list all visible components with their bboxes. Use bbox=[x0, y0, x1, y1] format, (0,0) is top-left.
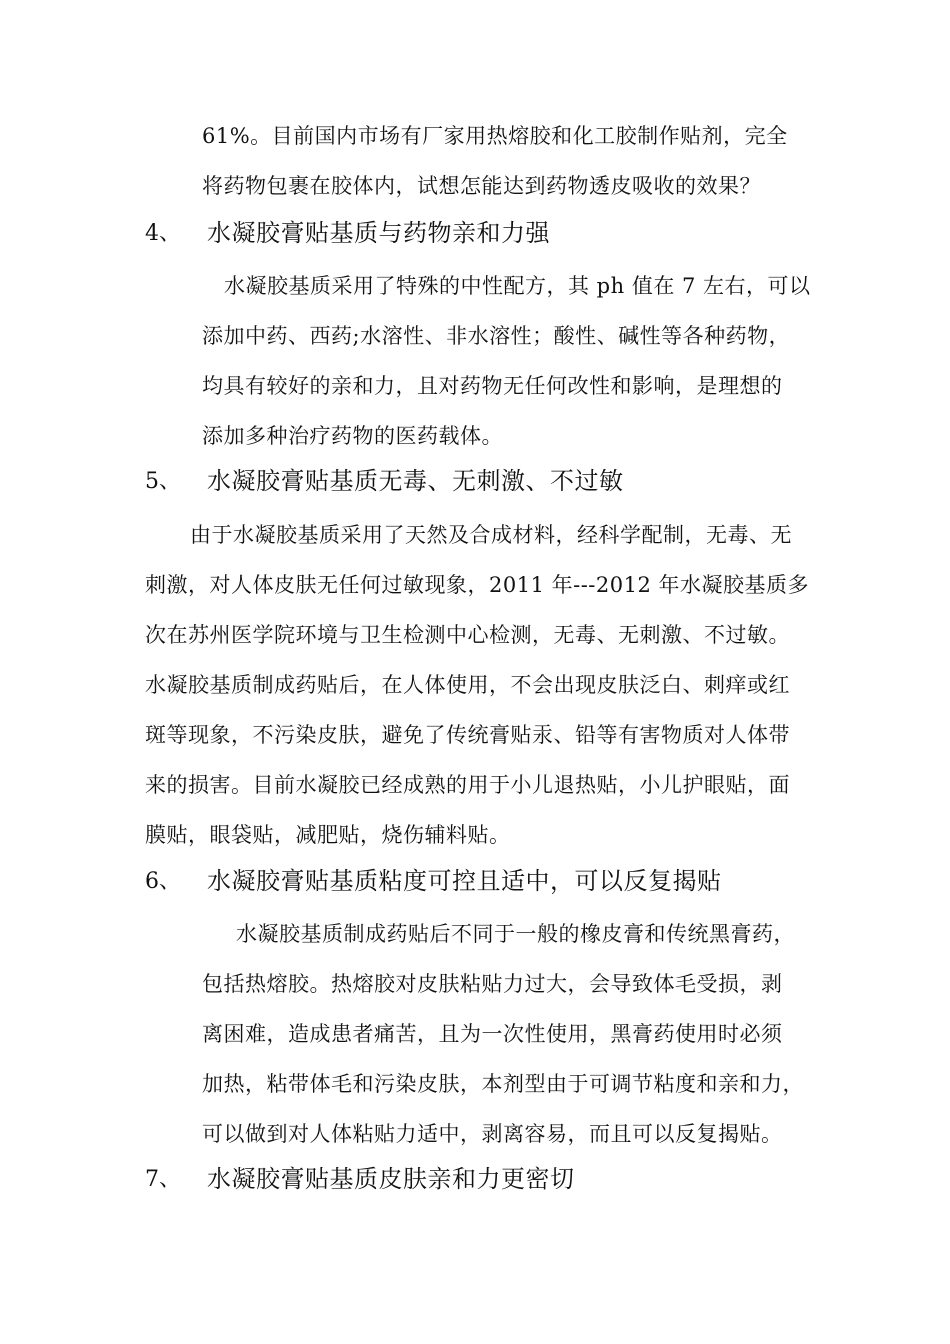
section-number: 7、 bbox=[145, 1167, 181, 1192]
paragraph-line: 水凝胶基质制成药贴后，在人体使用，不会出现皮肤泛白、刺痒或红 bbox=[145, 673, 790, 697]
paragraph-line: 来的损害。目前水凝胶已经成熟的用于小儿退热贴，小儿护眼贴，面 bbox=[145, 773, 790, 797]
paragraph-line: 次在苏州医学院环境与卫生检测中心检测，无毒、无刺激、不过敏。 bbox=[145, 623, 790, 647]
section-number: 4、 bbox=[145, 221, 181, 246]
paragraph-line: 包括热熔胶。热熔胶对皮肤粘贴力过大，会导致体毛受损，剥 bbox=[202, 972, 783, 996]
paragraph-line: 离困难，造成患者痛苦，且为一次性使用，黑膏药使用时必须 bbox=[202, 1022, 783, 1046]
paragraph-line: 由于水凝胶基质采用了天然及合成材料，经科学配制，无毒、无 bbox=[190, 523, 792, 547]
section-heading: 水凝胶膏贴基质与药物亲和力强 bbox=[207, 219, 550, 247]
paragraph-line: 添加中药、西药;水溶性、非水溶性；酸性、碱性等各种药物， bbox=[202, 324, 791, 348]
paragraph-line: 将药物包裹在胶体内，试想怎能达到药物透皮吸收的效果？ bbox=[202, 174, 761, 198]
section-number: 6、 bbox=[145, 869, 181, 894]
paragraph-line: 均具有较好的亲和力，且对药物无任何改性和影响，是理想的 bbox=[202, 374, 783, 398]
paragraph-line: 加热，粘带体毛和污染皮肤，本剂型由于可调节粘度和亲和力， bbox=[202, 1072, 804, 1096]
paragraph-line: 61%。目前国内市场有厂家用热熔胶和化工胶制作贴剂，完全 bbox=[202, 124, 788, 148]
paragraph-line: 添加多种治疗药物的医药载体。 bbox=[202, 424, 503, 448]
paragraph-line: 水凝胶基质制成药贴后不同于一般的橡皮膏和传统黑膏药， bbox=[236, 922, 795, 946]
paragraph-line: 斑等现象，不污染皮肤，避免了传统膏贴汞、铅等有害物质对人体带 bbox=[145, 723, 790, 747]
section-number: 5、 bbox=[145, 469, 181, 494]
paragraph-line: 水凝胶基质采用了特殊的中性配方，其 ph 值在 7 左右，可以 bbox=[224, 274, 811, 298]
paragraph-line: 刺激，对人体皮肤无任何过敏现象，2011 年---2012 年水凝胶基质多 bbox=[145, 573, 810, 597]
section-heading: 水凝胶膏贴基质粘度可控且适中，可以反复揭贴 bbox=[207, 867, 722, 895]
paragraph-line: 膜贴，眼袋贴，减肥贴，烧伤辅料贴。 bbox=[145, 823, 511, 847]
section-heading: 水凝胶膏贴基质无毒、无刺激、不过敏 bbox=[207, 467, 624, 495]
paragraph-line: 可以做到对人体粘贴力适中，剥离容易，而且可以反复揭贴。 bbox=[202, 1122, 783, 1146]
section-heading: 水凝胶膏贴基质皮肤亲和力更密切 bbox=[207, 1165, 575, 1193]
